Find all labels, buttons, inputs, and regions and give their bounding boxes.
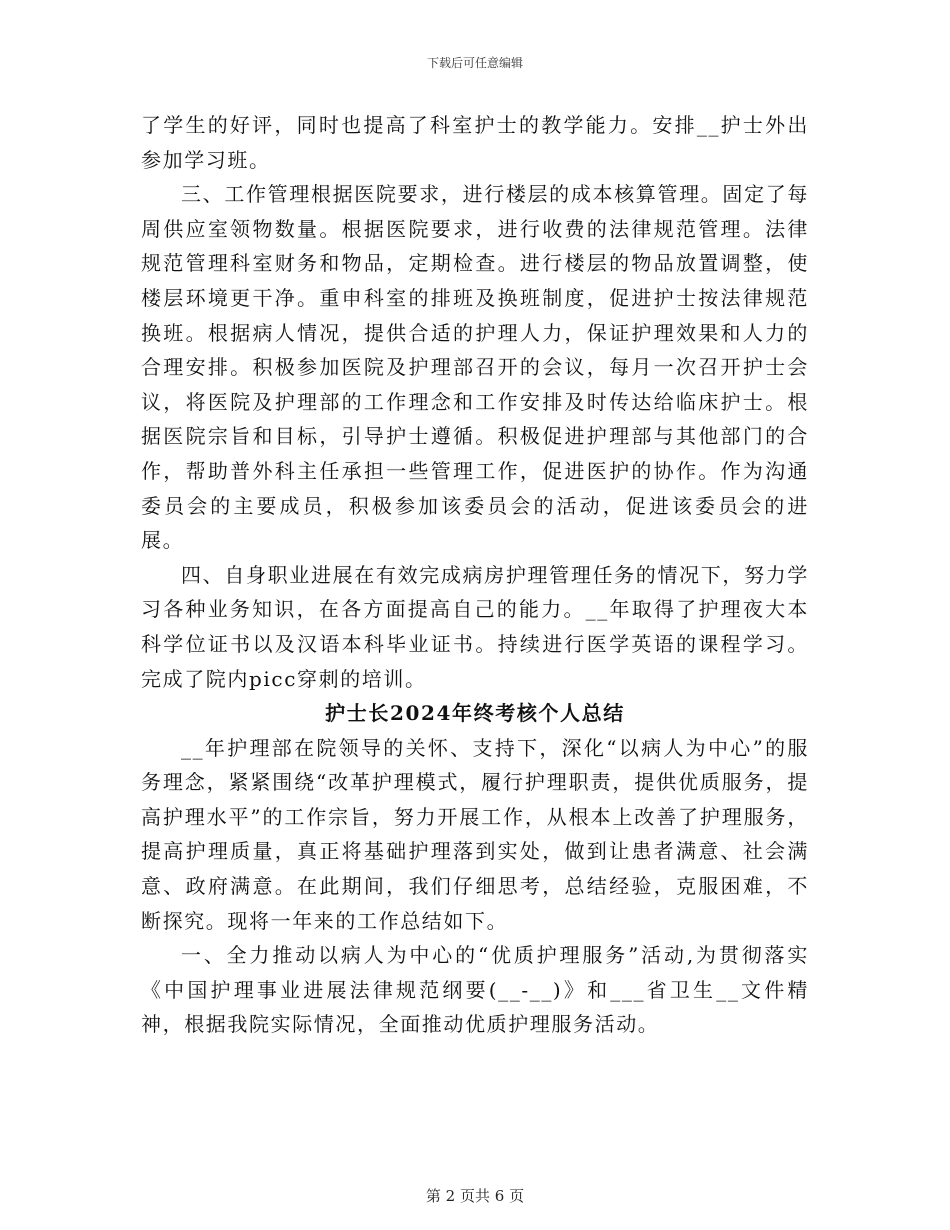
page-number-footer: 第 2 页共 6 页 (425, 1187, 525, 1205)
paragraph-career-development: 四、自身职业进展在有效完成病房护理管理任务的情况下，努力学习各种业务知识，在各方面提高自己的能力。__年取得了护理夜大本科学位证书以及汉语本科毕业证书。持续进行医学英语的课程学习。完成了院内picc穿刺的培训。 (141, 562, 809, 691)
paragraph-annual-summary-intro: __年护理部在院领导的关怀、支持下，深化“以病人为中心”的服务理念，紧紧围绕“改革护理模式，履行护理职责，提供优质服务，提高护理水平”的工作宗旨，努力开展工作，从根本上改善了护理服务，提高护理质量，真正将基础护理落到实处，做到让患者满意、社会满意、政府满意。在此期间，我们仔细思考，总结经验，克服困难，不断探究。现将一年来的工作总结如下。 (141, 735, 809, 933)
paragraph-continuation: 了学生的好评，同时也提高了科室护士的教学能力。安排__护士外出参加学习班。 (141, 113, 809, 172)
paragraph-work-management: 三、工作管理根据医院要求，进行楼层的成本核算管理。固定了每周供应室领物数量。根据医院要求，进行收费的法律规范管理。法律规范管理科室财务和物品，定期检查。进行楼层的物品放置调整，使楼层环境更干净。重申科室的排班及换班制度，促进护士按法律规范换班。根据病人情况，提供合适的护理人力，保证护理效果和人力的合理安排。积极参加医院及护理部召开的会议，每月一次召开护士会议，将医院及护理部的工作理念和工作安排及时传达给临床护士。根据医院宗旨和目标，引导护士遵循。积极促进护理部与其他部门的合作，帮助普外科主任承担一些管理工作，促进医护的协作。作为沟通委员会的主要成员，积极参加该委员会的活动，促进该委员会的进展。 (141, 182, 809, 553)
paragraph-quality-nursing-service: 一、全力推动以病人为中心的“优质护理服务”活动,为贯彻落实《中国护理事业进展法律规范纲要(__-__)》和___省卫生__文件精神，根据我院实际情况，全面推动优质护理服务活动。 (141, 943, 809, 1037)
section-heading: 护士长2024年终考核个人总结 (325, 701, 625, 726)
document-body (141, 108, 809, 1042)
page-header-note: 下载后可任意编辑 (426, 56, 523, 70)
